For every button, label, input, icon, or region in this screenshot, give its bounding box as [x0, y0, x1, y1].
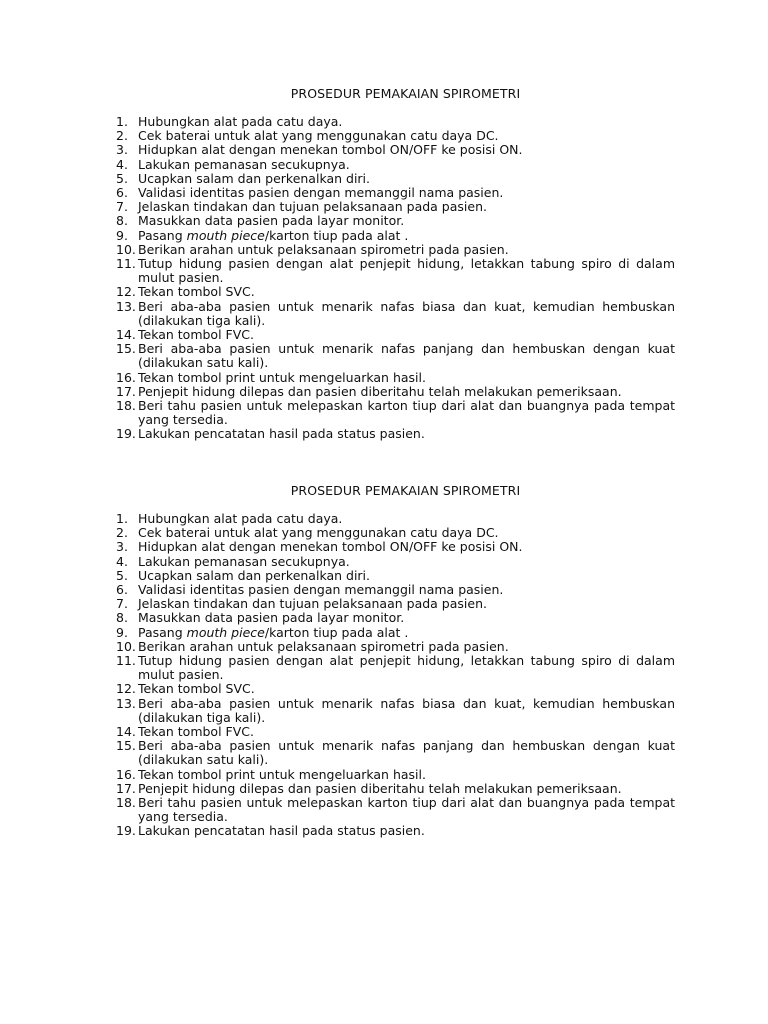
item-text-part: Penjepit hidung dilepas dan pasien diberitahu telah melakukan pemeriksaan.: [138, 780, 622, 796]
item-text-part: Berikan arahan untuk pelaksanaan spirometri pada pasien.: [138, 241, 509, 257]
item-text-part: Hidupkan alat dengan menekan tombol ON/OFF ke posisi ON.: [138, 539, 523, 555]
list-item: [116, 129, 675, 143]
item-text: [138, 610, 404, 625]
item-text: [138, 767, 426, 782]
item-text: [138, 398, 675, 427]
list-item: [116, 214, 675, 228]
item-text-part: Hubungkan alat pada catu daya.: [138, 511, 343, 526]
list-item: [116, 540, 675, 554]
item-text: [138, 370, 426, 385]
list-item: [116, 682, 675, 696]
item-text-part: Hubungkan alat pada catu daya.: [138, 114, 343, 129]
item-number: 13.: [116, 695, 136, 711]
item-text-part: /karton tiup pada alat .: [264, 227, 409, 243]
item-text: [138, 114, 342, 129]
item-text-part: Lakukan pencatatan hasil pada status pasien.: [138, 426, 425, 442]
item-emphasis: mouth piece: [186, 624, 265, 640]
item-text-part: Tekan tombol print untuk mengeluarkan hasil.: [138, 369, 426, 385]
section-title: PROSEDUR PEMAKAIAN SPIROMETRI: [290, 86, 521, 101]
item-text: [138, 696, 675, 725]
item-text-part: Jelaskan tindakan dan tujuan pelaksanaan pada pasien.: [138, 199, 487, 215]
item-number: 1.: [116, 114, 128, 129]
item-number: 4.: [116, 553, 128, 569]
item-text-part: Jelaskan tindakan dan tujuan pelaksanaan pada pasien.: [138, 596, 487, 612]
item-text-part: Beri tahu pasien untuk melepaskan karton tiup dari alat dan buangnya pada tempat yang tersedia.: [138, 795, 675, 825]
item-number: 12.: [116, 681, 136, 697]
item-text-part: Beri aba-aba pasien untuk menarik nafas biasa dan kuat, kemudian hembuskan (dilakukan tiga kali).: [138, 695, 675, 725]
item-text-part: Tekan tombol FVC.: [138, 327, 254, 343]
item-number: 19.: [116, 823, 136, 839]
item-text-part: Masukkan data pasien pada layar monitor.: [138, 610, 405, 626]
item-text: [138, 639, 509, 654]
item-text-part: Lakukan pemanasan secukupnya.: [138, 553, 350, 569]
item-number: 10.: [116, 638, 136, 654]
item-text-part: Masukkan data pasien pada layar monitor.: [138, 213, 405, 229]
item-text-part: Lakukan pemanasan secukupnya.: [138, 156, 350, 172]
item-text: [138, 525, 499, 540]
list-item: [116, 697, 675, 725]
item-text-part: Beri aba-aba pasien untuk menarik nafas biasa dan kuat, kemudian hembuskan (dilakukan tiga kali).: [138, 298, 675, 328]
list-item: [116, 597, 675, 611]
item-text-part: Berikan arahan untuk pelaksanaan spirometri pada pasien.: [138, 638, 509, 654]
item-number: 5.: [116, 170, 128, 186]
procedure-section-1: [116, 86, 675, 442]
item-number: 10.: [116, 241, 136, 257]
item-number: 13.: [116, 298, 136, 314]
list-item: [116, 172, 675, 186]
list-item: [116, 654, 675, 682]
item-number: 1.: [116, 511, 128, 526]
item-text-part: Ucapkan salam dan perkenalkan diri.: [138, 567, 371, 583]
item-text: [138, 228, 408, 243]
list-item: [116, 115, 675, 129]
item-number: 3.: [116, 539, 128, 555]
item-number: 7.: [116, 596, 128, 612]
item-text: [138, 384, 622, 399]
procedure-section-2: [116, 483, 675, 839]
item-text-part: Tekan tombol SVC.: [138, 284, 255, 300]
list-item: [116, 200, 675, 214]
item-text: [138, 213, 404, 228]
item-text: [138, 299, 675, 328]
item-text-part: Pasang: [138, 624, 187, 640]
procedure-list: [116, 512, 675, 839]
item-number: 9.: [116, 624, 128, 640]
list-item: [116, 796, 675, 824]
item-text-part: Tutup hidung pasien dengan alat penjepit hidung, letakkan tabung spiro di dalam mulut pasien.: [138, 653, 675, 683]
item-text: [138, 327, 254, 342]
item-number: 17.: [116, 780, 136, 796]
list-item: [116, 768, 675, 782]
list-item: [116, 385, 675, 399]
item-text: [138, 738, 675, 767]
item-text: [138, 596, 487, 611]
item-text: [138, 128, 499, 143]
list-item: [116, 626, 675, 640]
item-number: 7.: [116, 199, 128, 215]
item-text: [138, 242, 509, 257]
item-number: 18.: [116, 398, 136, 414]
item-number: 11.: [116, 653, 136, 669]
list-item: [116, 143, 675, 157]
item-text-part: Beri aba-aba pasien untuk menarik nafas panjang dan hembuskan dengan kuat (dilakukan satu kali).: [138, 738, 675, 768]
item-text: [138, 157, 350, 172]
item-text: [138, 256, 675, 285]
item-text-part: Pasang: [138, 227, 187, 243]
item-text-part: Tekan tombol SVC.: [138, 681, 255, 697]
item-number: 8.: [116, 610, 128, 626]
item-text: [138, 568, 370, 583]
item-text-part: Validasi identitas pasien dengan memanggil nama pasien.: [138, 185, 504, 201]
item-number: 8.: [116, 213, 128, 229]
item-emphasis: mouth piece: [186, 227, 265, 243]
procedure-list: [116, 115, 675, 442]
item-text-part: Tutup hidung pasien dengan alat penjepit hidung, letakkan tabung spiro di dalam mulut pasien.: [138, 256, 675, 286]
list-item: [116, 526, 675, 540]
item-text: [138, 284, 255, 299]
item-text-part: Lakukan pencatatan hasil pada status pasien.: [138, 823, 425, 839]
item-text-part: Beri tahu pasien untuk melepaskan karton tiup dari alat dan buangnya pada tempat yang tersedia.: [138, 398, 675, 428]
list-item: [116, 158, 675, 172]
item-text-part: /karton tiup pada alat .: [264, 624, 409, 640]
list-item: [116, 555, 675, 569]
list-item: [116, 300, 675, 328]
item-text: [138, 341, 675, 370]
list-item: [116, 285, 675, 299]
list-item: [116, 583, 675, 597]
list-item: [116, 640, 675, 654]
item-text: [138, 426, 425, 441]
item-text: [138, 653, 675, 682]
item-text-part: Beri aba-aba pasien untuk menarik nafas panjang dan hembuskan dengan kuat (dilakukan satu kali).: [138, 341, 675, 371]
item-number: 14.: [116, 724, 136, 740]
item-text: [138, 781, 622, 796]
item-number: 11.: [116, 256, 136, 272]
item-text-part: Validasi identitas pasien dengan memanggil nama pasien.: [138, 582, 504, 598]
item-number: 15.: [116, 341, 136, 357]
item-number: 6.: [116, 582, 128, 598]
item-text-part: Penjepit hidung dilepas dan pasien diberitahu telah melakukan pemeriksaan.: [138, 383, 622, 399]
item-number: 5.: [116, 567, 128, 583]
list-item: [116, 739, 675, 767]
item-text-part: Cek baterai untuk alat yang menggunakan catu daya DC.: [138, 525, 499, 541]
item-text: [138, 795, 675, 824]
item-number: 6.: [116, 185, 128, 201]
item-text: [138, 199, 487, 214]
item-text: [138, 681, 255, 696]
item-text-part: Hidupkan alat dengan menekan tombol ON/OFF ke posisi ON.: [138, 142, 523, 158]
item-number: 3.: [116, 142, 128, 158]
list-item: [116, 569, 675, 583]
item-text: [138, 625, 408, 640]
item-text-part: Tekan tombol FVC.: [138, 724, 254, 740]
list-item: [116, 243, 675, 257]
item-text: [138, 539, 523, 554]
item-text-part: Ucapkan salam dan perkenalkan diri.: [138, 170, 371, 186]
item-text: [138, 185, 503, 200]
item-number: 2.: [116, 128, 128, 144]
item-number: 16.: [116, 369, 136, 385]
item-number: 15.: [116, 738, 136, 754]
list-item: [116, 342, 675, 370]
item-text: [138, 554, 350, 569]
item-number: 9.: [116, 227, 128, 243]
list-item: [116, 782, 675, 796]
list-item: [116, 328, 675, 342]
item-text: [138, 724, 254, 739]
list-item: [116, 512, 675, 526]
list-item: [116, 824, 675, 838]
item-text: [138, 582, 503, 597]
item-text: [138, 171, 370, 186]
list-item: [116, 611, 675, 625]
item-number: 18.: [116, 795, 136, 811]
item-number: 4.: [116, 156, 128, 172]
list-item: [116, 725, 675, 739]
item-text: [138, 823, 425, 838]
item-number: 19.: [116, 426, 136, 442]
item-text-part: Cek baterai untuk alat yang menggunakan catu daya DC.: [138, 128, 499, 144]
list-item: [116, 186, 675, 200]
list-item: [116, 257, 675, 285]
item-number: 2.: [116, 525, 128, 541]
list-item: [116, 399, 675, 427]
item-text-part: Tekan tombol print untuk mengeluarkan hasil.: [138, 766, 426, 782]
item-number: 17.: [116, 383, 136, 399]
list-item: [116, 229, 675, 243]
item-text: [138, 142, 523, 157]
item-number: 12.: [116, 284, 136, 300]
item-number: 16.: [116, 766, 136, 782]
item-number: 14.: [116, 327, 136, 343]
list-item: [116, 371, 675, 385]
item-text: [138, 511, 342, 526]
list-item: [116, 427, 675, 441]
section-title: PROSEDUR PEMAKAIAN SPIROMETRI: [290, 483, 521, 498]
